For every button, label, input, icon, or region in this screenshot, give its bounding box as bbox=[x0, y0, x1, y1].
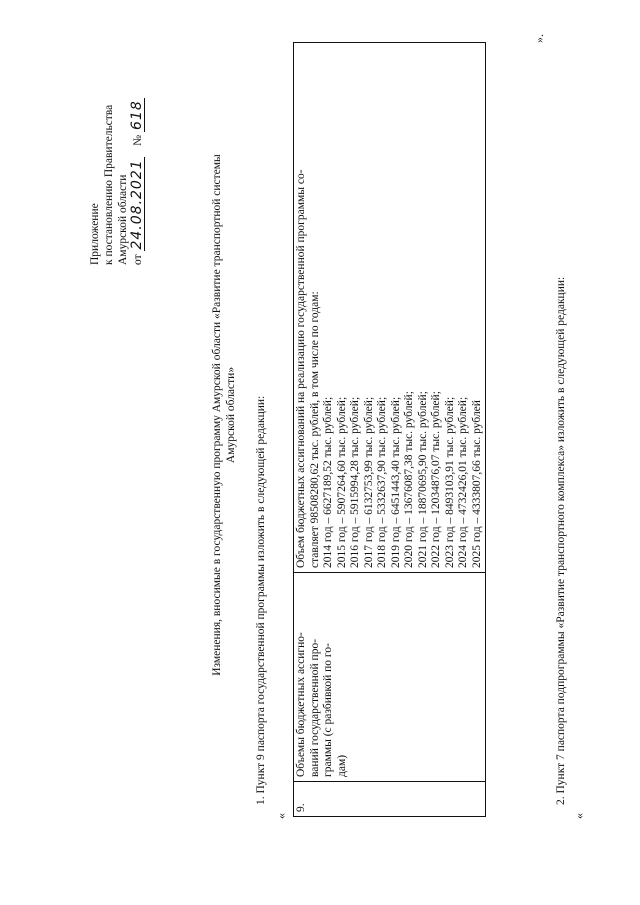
date-prefix: от bbox=[132, 254, 144, 265]
body-line: 2023 год – 8493103,91 тыс. рублей; bbox=[443, 396, 456, 568]
passport-table bbox=[293, 42, 486, 817]
number-prefix: № bbox=[132, 134, 144, 146]
row-body-cell bbox=[294, 43, 486, 573]
title-line-1: Изменения, вносимые в государственную программу Амурской области «Развитие транспортной системы bbox=[211, 154, 223, 676]
appendix-date-line bbox=[130, 98, 145, 265]
body-line: 2016 год – 5915994,28 тыс. рублей; bbox=[349, 396, 361, 568]
row-number-cell: 9. bbox=[294, 782, 486, 817]
body-line: 2018 год – 5332637,90 тыс. рублей; bbox=[376, 396, 388, 568]
item2-open-quote: « bbox=[572, 813, 586, 819]
appendix-line-3: Амурской области bbox=[117, 174, 129, 265]
body-line: 2017 год – 6132753,99 тыс. рублей; bbox=[362, 396, 375, 568]
title-line-2: Амурской области» bbox=[225, 366, 237, 464]
table-row bbox=[294, 43, 486, 817]
name-line: граммы (с разбивкой по го- bbox=[322, 643, 334, 777]
name-line: ваний государственной про- bbox=[308, 638, 321, 777]
item1-close-quote: ». bbox=[532, 34, 546, 43]
item1-heading: 1. Пункт 9 паспорта государственной программы изложить в следующей редакции: bbox=[255, 395, 267, 805]
body-line: 2015 год – 5907264,60 тыс. рублей; bbox=[335, 396, 348, 568]
body-line: 2022 год – 12034876,07 тыс. рублей; bbox=[430, 391, 442, 568]
body-line: Объем бюджетных ассигнований на реализацию государственной программы со- bbox=[295, 169, 307, 568]
row-name-cell bbox=[294, 573, 486, 782]
appendix-line-1: Приложение bbox=[89, 203, 101, 265]
item1-open-quote: « bbox=[274, 813, 288, 819]
appendix-block bbox=[88, 98, 145, 265]
body-line: ставляет 98508280,62 тыс. рублей, в том числе по годам: bbox=[308, 291, 321, 568]
body-line: 2014 год – 6627189,52 тыс. рублей; bbox=[322, 396, 334, 568]
handwritten-number: 618 bbox=[129, 100, 145, 130]
document-title bbox=[210, 35, 238, 795]
appendix-line-2: к постановлению Правительства bbox=[103, 104, 115, 265]
name-line: Объемы бюджетных ассигно- bbox=[295, 632, 307, 777]
item2-heading: 2. Пункт 7 паспорта подпрограммы «Развитие транспортного комплекса» изложить в следующей редакции: bbox=[555, 276, 567, 805]
handwritten-date: 24.08.2021 bbox=[129, 159, 145, 250]
name-line: дам) bbox=[335, 754, 348, 777]
body-line: 2019 год – 6451443,40 тыс. рублей; bbox=[389, 396, 402, 568]
body-line: 2020 год – 13676087,38 тыс. рублей; bbox=[403, 391, 415, 568]
body-line: 2024 год – 4732426,01 тыс. рублей; bbox=[457, 396, 469, 568]
body-line: 2021 год – 18870695,90 тыс. рублей; bbox=[416, 391, 429, 568]
body-line: 2025 год – 4333807,66 тыс. рублей bbox=[470, 400, 483, 568]
